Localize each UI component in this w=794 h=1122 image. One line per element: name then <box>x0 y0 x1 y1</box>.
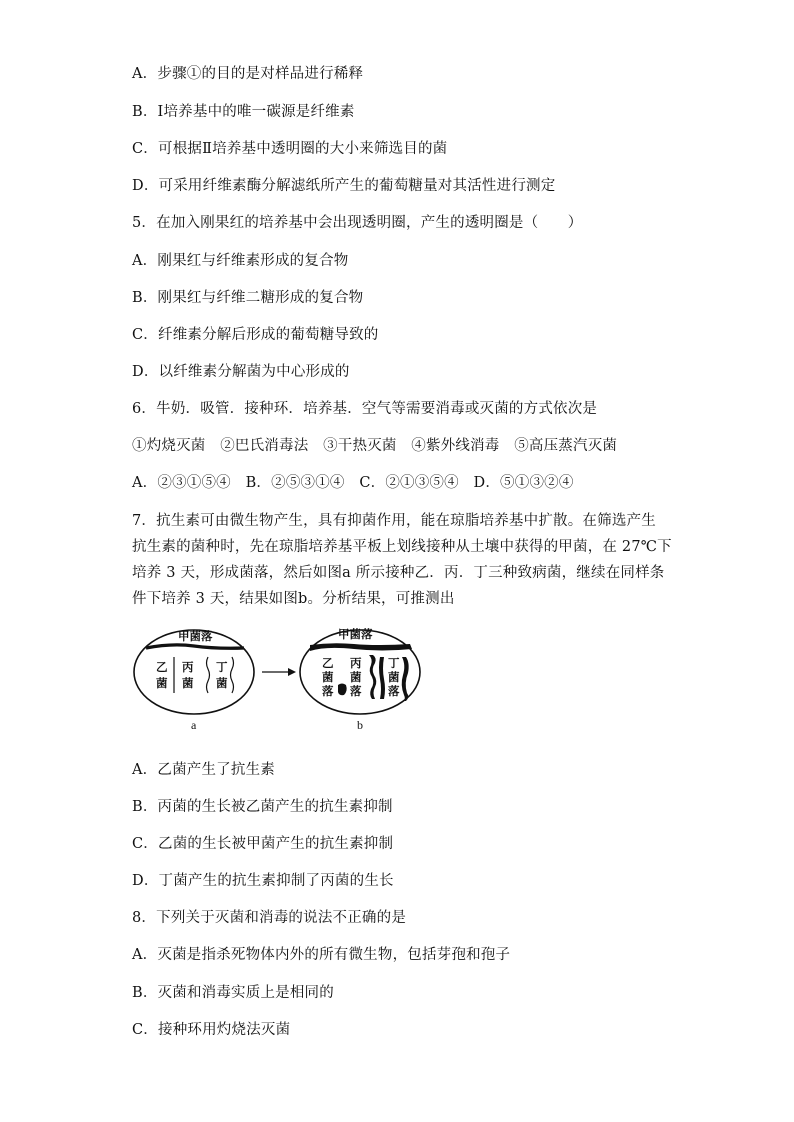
dish-b-ding-3: 落 <box>388 684 400 698</box>
dish-b-jia-colony <box>310 643 412 651</box>
dish-b-yi-colony <box>338 684 347 696</box>
dish-b-jia-label: 甲菌落 <box>338 627 373 641</box>
q6-options: A．②③①⑤④ B．②⑤③①④ C．②①③⑤④ D．⑤①③②④ <box>132 475 574 491</box>
dish-a-yi-1: 乙 <box>156 660 168 674</box>
arrow-icon <box>262 668 296 676</box>
dish-a-ding-2: 菌 <box>216 676 228 690</box>
q4-option-d: D．可采用纤维素酶分解滤纸所产生的葡萄糖量对其活性进行测定 <box>132 178 556 194</box>
q7-stem-line-1: 7．抗生素可由微生物产生，具有抑菌作用，能在琼脂培养基中扩散。在筛选产生 <box>132 513 656 529</box>
q4-option-b: B．Ⅰ培养基中的唯一碳源是纤维素 <box>132 104 355 120</box>
q6-methods: ①灼烧灭菌 ②巴氏消毒法 ③干热灭菌 ④紫外线消毒 ⑤高压蒸汽灭菌 <box>132 438 618 454</box>
q7-option-b: B．丙菌的生长被乙菌产生的抗生素抑制 <box>132 799 393 815</box>
dish-a-bing-1: 丙 <box>182 660 194 674</box>
dish-b-bing-1: 丙 <box>350 656 362 670</box>
q7-stem-line-3: 培养 3 天，形成菌落，然后如图a 所示接种乙．丙．丁三种致病菌，继续在同样条 <box>132 565 665 581</box>
dish-b-ding-2: 菌 <box>388 670 400 684</box>
dish-b-ding-streak <box>379 657 385 699</box>
q5-option-a: A．刚果红与纤维素形成的复合物 <box>132 253 349 269</box>
q8-stem: 8．下列关于灭菌和消毒的说法不正确的是 <box>132 910 407 926</box>
dish-b-caption: b <box>357 718 363 732</box>
petri-dish-diagram <box>132 623 452 735</box>
q7-stem-line-4: 件下培养 3 天，结果如图b。分析结果，可推测出 <box>132 591 455 607</box>
dish-b-ding-1: 丁 <box>388 656 400 670</box>
dish-b-ding-colony <box>402 657 409 701</box>
dish-a-ding-streak <box>231 657 234 693</box>
q7-option-c: C．乙菌的生长被甲菌产生的抗生素抑制 <box>132 836 394 852</box>
q4-option-c: C．可根据Ⅱ培养基中透明圈的大小来筛选目的菌 <box>132 141 448 157</box>
q7-figure <box>132 623 452 735</box>
dish-a-yi-2: 菌 <box>156 676 168 690</box>
dish-a-ding-1: 丁 <box>216 660 228 674</box>
dish-b-bing-3: 落 <box>350 684 362 698</box>
q7-option-a: A．乙菌产生了抗生素 <box>132 762 275 778</box>
q6-stem: 6．牛奶．吸管．接种环．培养基．空气等需要消毒或灭菌的方式依次是 <box>132 401 598 417</box>
dish-a-bing-streak <box>207 657 210 693</box>
dish-b-yi-3: 落 <box>322 684 334 698</box>
q5-option-d: D．以纤维素分解菌为中心形成的 <box>132 364 350 380</box>
dish-b <box>300 627 420 732</box>
q7-stem-line-2: 抗生素的菌种时，先在琼脂培养基平板上划线接种从土壤中获得的甲菌，在 27℃下 <box>132 539 672 555</box>
dish-b-bing-colony <box>369 655 376 699</box>
dish-a-bing-2: 菌 <box>182 676 194 690</box>
q8-option-c: C．接种环用灼烧法灭菌 <box>132 1022 291 1038</box>
dish-a <box>134 629 254 732</box>
dish-b-bing-2: 菌 <box>350 670 362 684</box>
dish-a-caption: a <box>191 718 197 732</box>
q5-option-c: C．纤维素分解后形成的葡萄糖导致的 <box>132 327 379 343</box>
dish-a-jia-label: 甲菌落 <box>178 629 213 643</box>
q5-option-b: B．刚果红与纤维二糖形成的复合物 <box>132 290 364 306</box>
q8-option-a: A．灭菌是指杀死物体内外的所有微生物，包括芽孢和孢子 <box>132 947 511 963</box>
dish-a-jia-streak <box>146 645 244 648</box>
dish-b-yi-1: 乙 <box>322 656 334 670</box>
q7-option-d: D．丁菌产生的抗生素抑制了丙菌的生长 <box>132 873 394 889</box>
q5-stem: 5．在加入刚果红的培养基中会出现透明圈，产生的透明圈是（ ） <box>132 215 583 231</box>
q4-option-a: A．步骤①的目的是对样品进行稀释 <box>132 66 364 82</box>
dish-b-yi-2: 菌 <box>322 670 334 684</box>
q8-option-b: B．灭菌和消毒实质上是相同的 <box>132 985 334 1001</box>
